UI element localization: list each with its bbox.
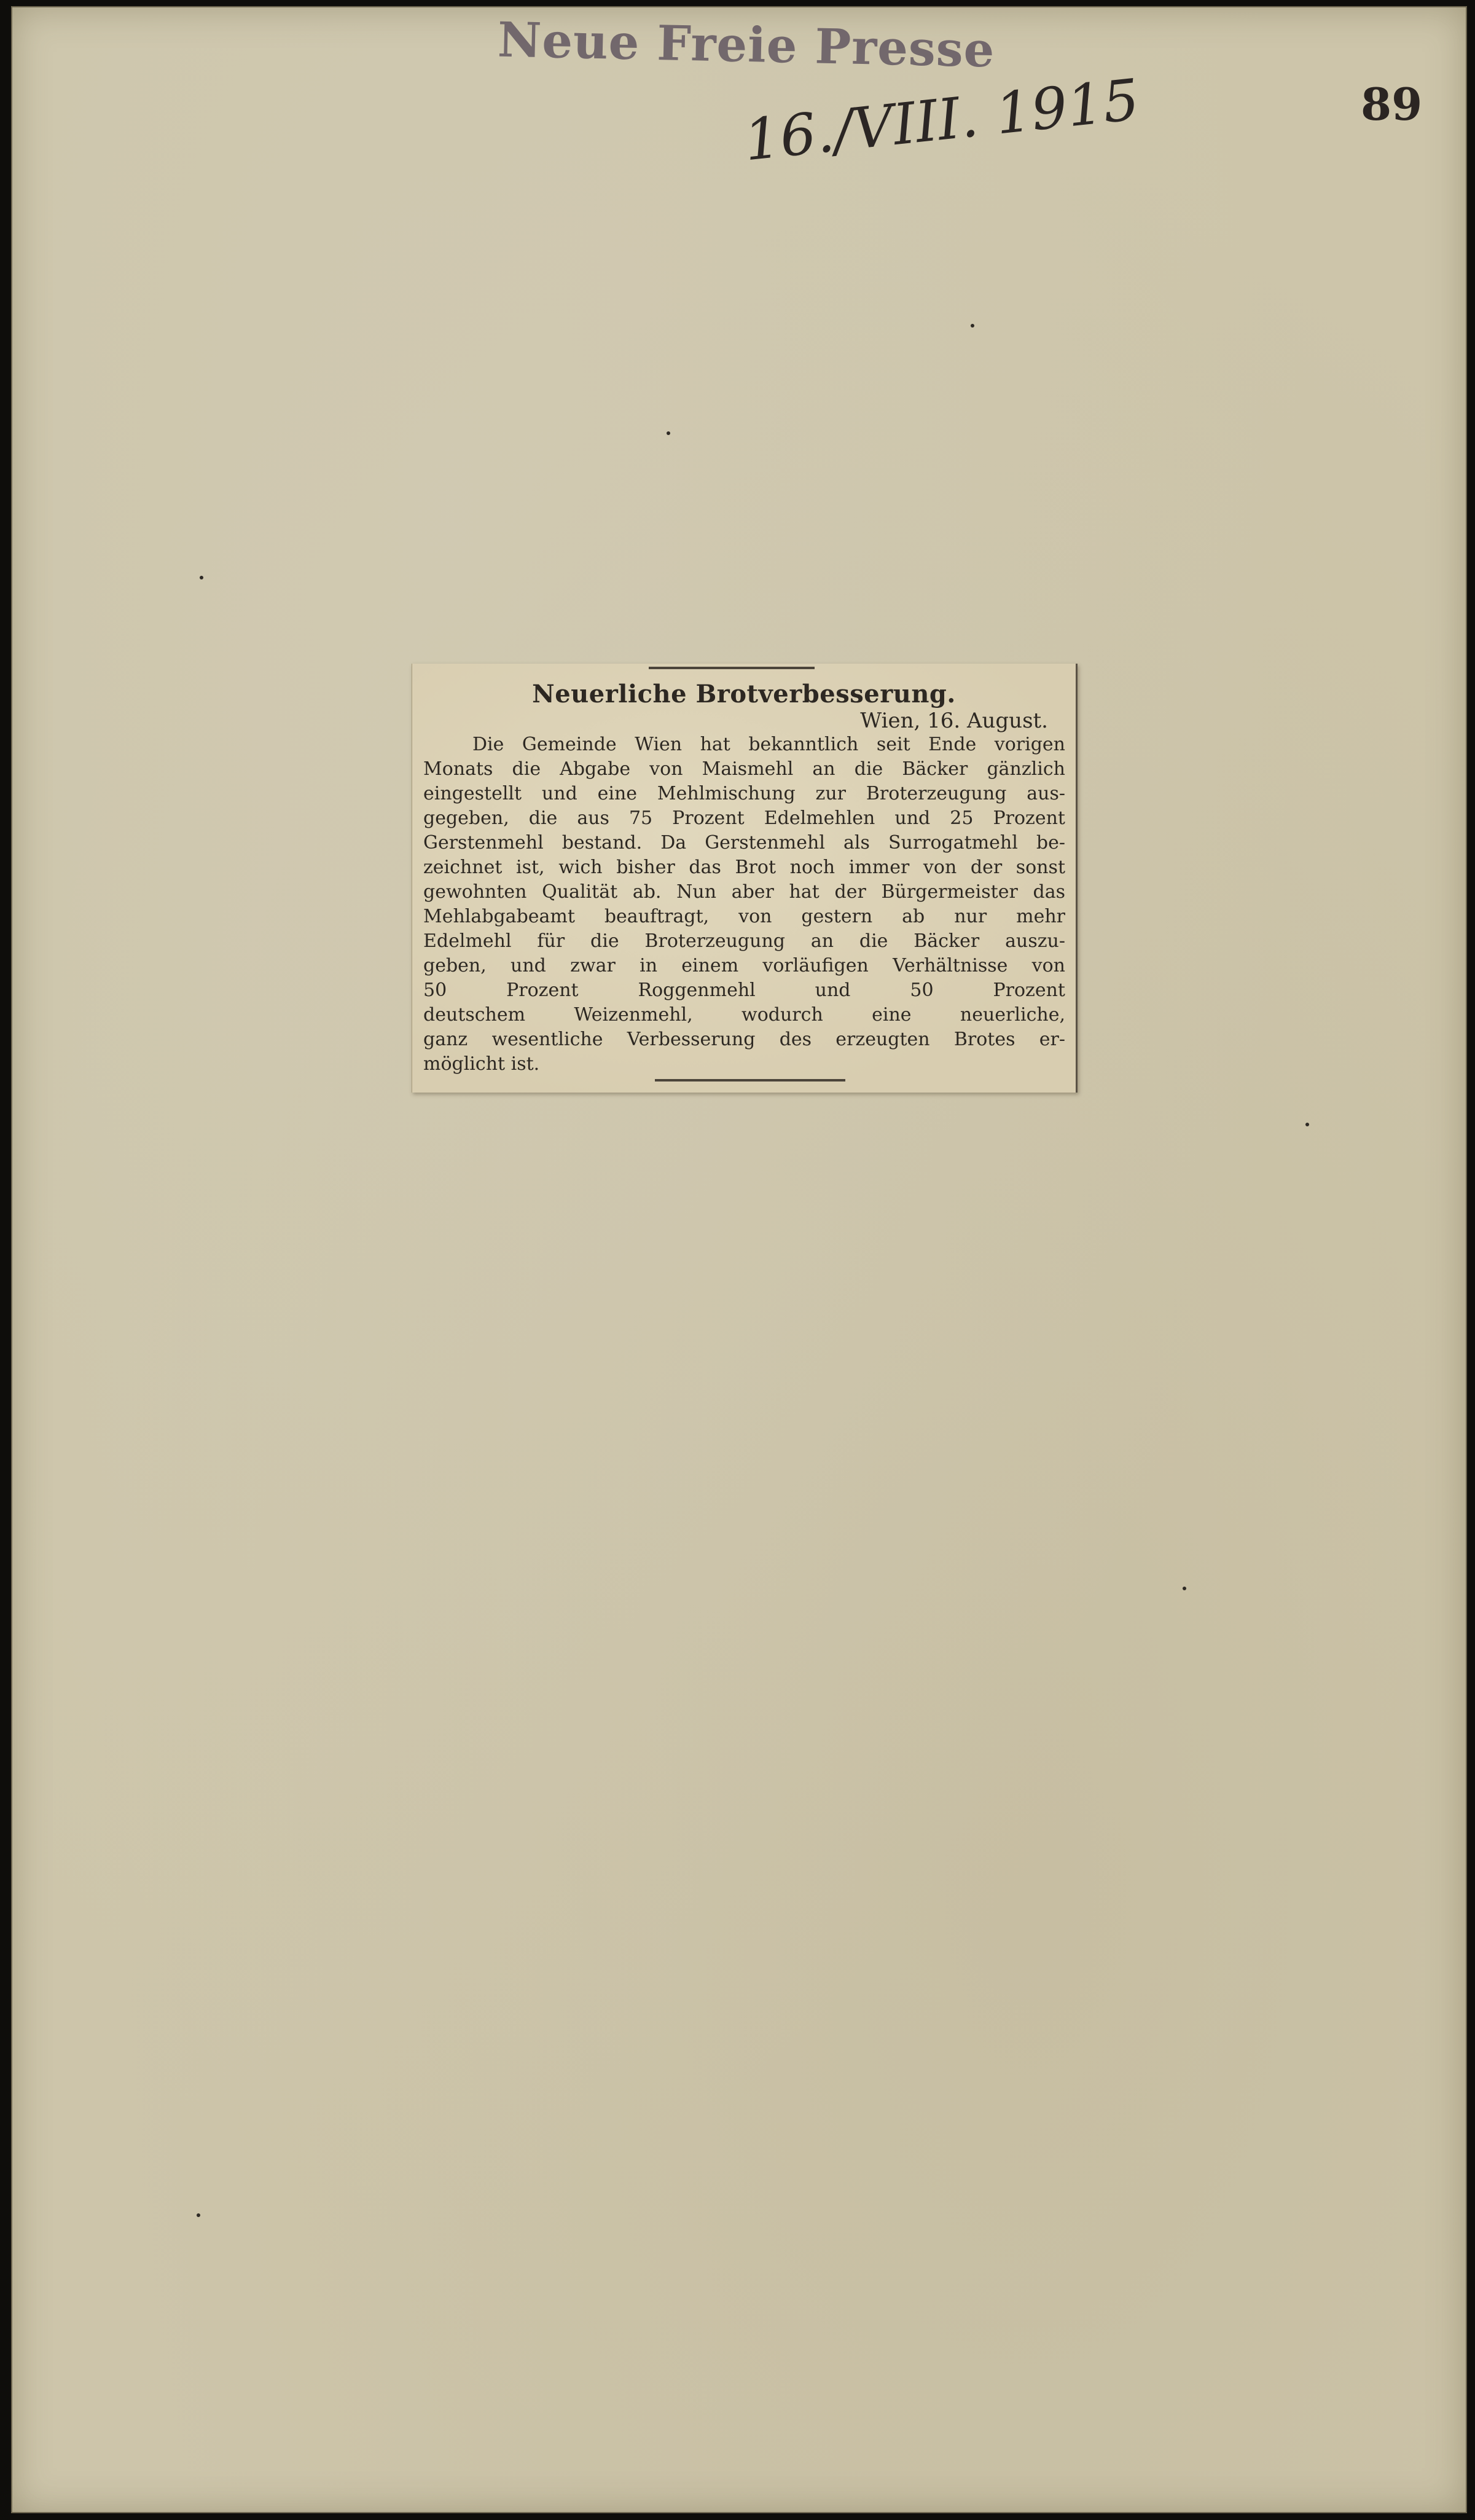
clipping-line: eingestellt und eine Mehlmischung zur Broterzeugung aus- <box>423 783 1065 804</box>
paper-speck <box>971 324 974 328</box>
clipping-body <box>423 732 1065 1077</box>
paper-speck <box>667 431 670 435</box>
page-number: 89 <box>1361 78 1423 130</box>
clipping-line: Monats die Abgabe von Maismehl an die Bäcker gänzlich <box>423 758 1065 780</box>
paper-speck <box>197 2213 200 2217</box>
clipping-line: ganz wesentliche Verbesserung des erzeugten Brotes er- <box>423 1029 1065 1050</box>
clipping-line: Mehlabgabeamt beauftragt, von gestern ab nur mehr <box>423 906 1065 927</box>
clipping-line: deutschem Weizenmehl, wodurch eine neuerliche, <box>423 1004 1065 1026</box>
clipping-line: Gerstenmehl bestand. Da Gerstenmehl als Surrogatmehl be- <box>423 832 1065 854</box>
paper-speck <box>1183 1587 1186 1590</box>
paper-speck <box>1305 1123 1309 1126</box>
newspaper-clipping <box>412 664 1078 1093</box>
clipping-line: Die Gemeinde Wien hat bekanntlich seit Ende vorigen <box>472 734 1065 755</box>
clipping-line: 50 Prozent Roggenmehl und 50 Prozent <box>423 979 1065 1001</box>
newspaper-stamp: Neue Freie Presse <box>497 12 996 79</box>
clipping-line: zeichnet ist, wich bisher das Brot noch immer von der sonst <box>423 857 1065 878</box>
paper-speck <box>200 576 203 579</box>
clipping-top-rule <box>649 667 815 669</box>
clipping-bottom-rule <box>655 1079 845 1081</box>
archive-sheet <box>11 6 1467 2513</box>
clipping-headline: Neuerliche Brotverbesserung. <box>532 680 956 709</box>
handwritten-date: 16./VIII. 1915 <box>741 66 1143 174</box>
clipping-line: geben, und zwar in einem vorläufigen Verhältnisse von <box>423 955 1065 976</box>
clipping-line: Edelmehl für die Broterzeugung an die Bäcker auszu- <box>423 930 1065 952</box>
clipping-line: gegeben, die aus 75 Prozent Edelmehlen und 25 Prozent <box>423 807 1065 829</box>
clipping-line: gewohnten Qualität ab. Nun aber hat der Bürgermeister das <box>423 881 1065 903</box>
clipping-dateline: Wien, 16. August. <box>860 709 1048 733</box>
clipping-line: möglicht ist. <box>423 1053 540 1075</box>
